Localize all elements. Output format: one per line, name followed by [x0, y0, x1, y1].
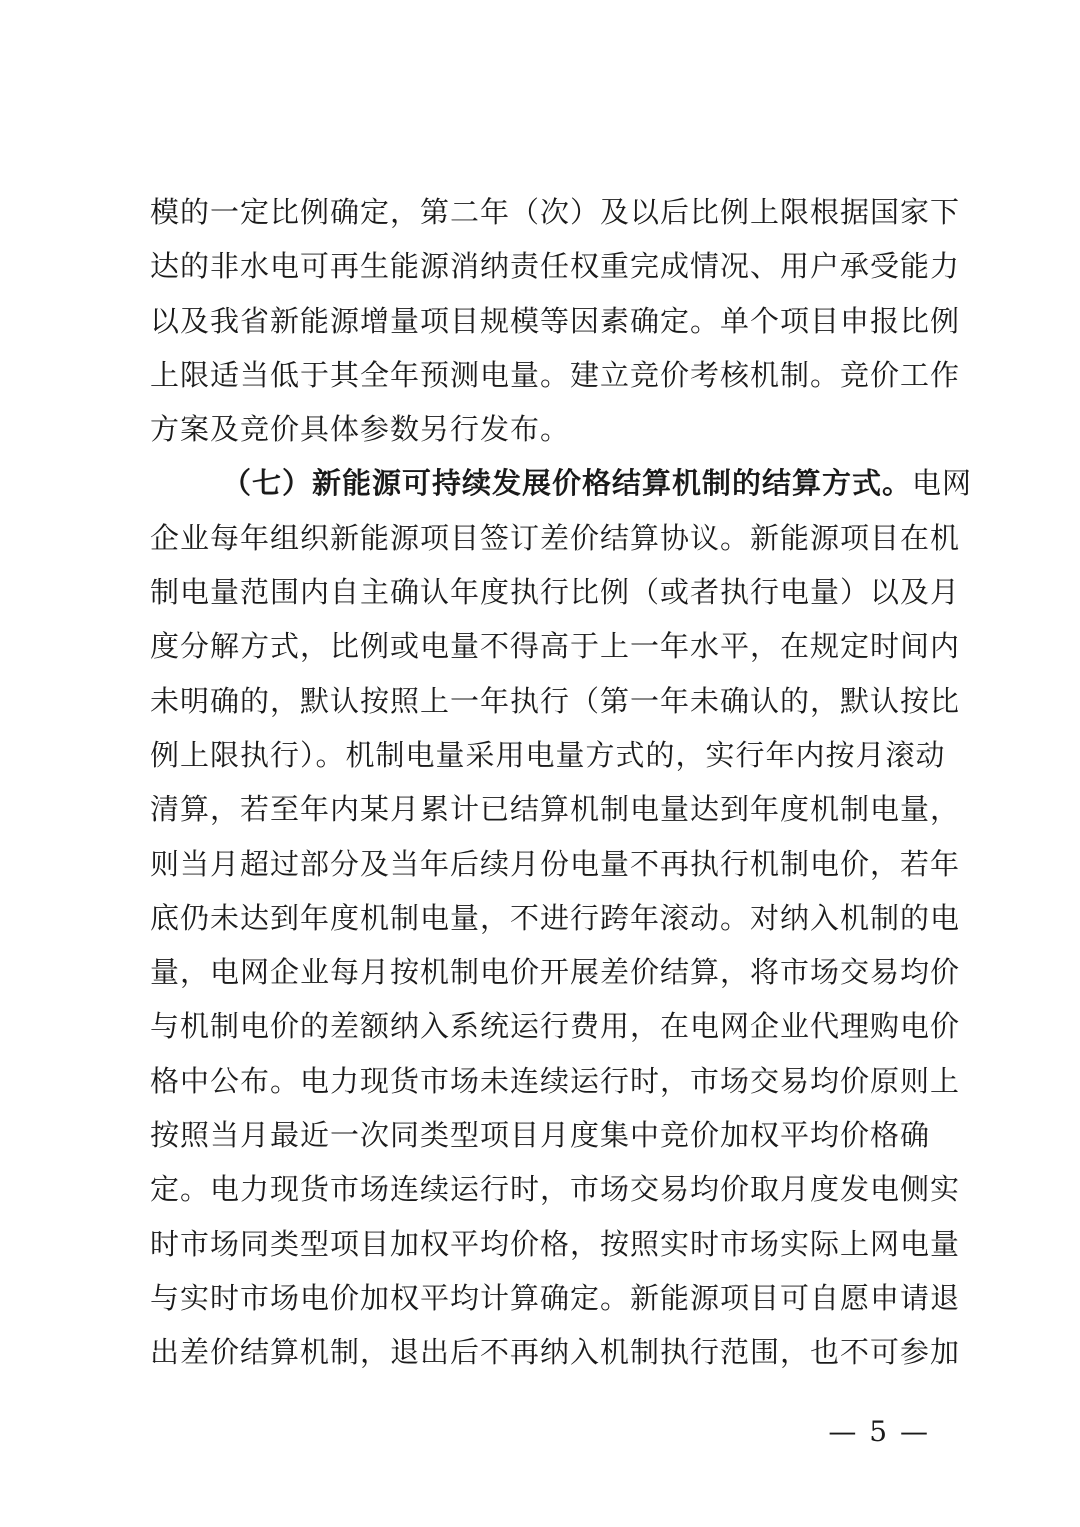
text-line: 格中公布。电力现货市场未连续运行时，市场交易均价原则上 [150, 1063, 961, 1098]
text-line: 时市场同类型项目加权平均价格，按照实时市场实际上网电量 [150, 1226, 961, 1261]
text-line: 上限适当低于其全年预测电量。建立竞价考核机制。竞价工作 [150, 357, 961, 392]
section-heading: （七）新能源可持续发展价格结算机制的结算方式。 [222, 466, 913, 501]
text-line: 模的一定比例确定，第二年（次）及以后比例上限根据国家下 [150, 195, 961, 229]
page-number: — 5 — [828, 1415, 930, 1448]
text-line: 与机制电价的差额纳入系统运行费用，在电网企业代理购电价 [150, 1009, 961, 1044]
text-line: 底仍未达到年度机制电量，不进行跨年滚动。对纳入机制的电 [150, 900, 961, 935]
text-line: 未明确的，默认按照上一年执行（第一年未确认的，默认按比 [150, 683, 961, 718]
text-line: 例上限执行）。机制电量采用电量方式的，实行年内按月滚动 [150, 737, 946, 772]
text-line: 清算，若至年内某月累计已结算机制电量达到年度机制电量， [150, 792, 961, 827]
text-line: 量，电网企业每月按机制电价开展差价结算，将市场交易均价 [150, 955, 961, 990]
text-line: 与实时市场电价加权平均计算确定。新能源项目可自愿申请退 [150, 1280, 961, 1315]
text-line: 企业每年组织新能源项目签订差价结算协议。新能源项目在机 [150, 520, 961, 555]
text-line: 达的非水电可再生能源消纳责任权重完成情况、用户承受能力 [150, 249, 961, 284]
text-line: 以及我省新能源增量项目规模等因素确定。单个项目申报比例 [150, 303, 961, 338]
text-line: 方案及竞价具体参数另行发布。 [150, 412, 571, 447]
text-line: 按照当月最近一次同类型项目月度集中竞价加权平均价格确 [150, 1118, 931, 1153]
text-line: 定。电力现货市场连续运行时，市场交易均价取月度发电侧实 [150, 1172, 961, 1207]
text-line: 则当月超过部分及当年后续月份电量不再执行机制电价，若年 [150, 846, 961, 881]
section-heading-line [150, 456, 973, 510]
text-line: 度分解方式，比例或电量不得高于上一年水平，在规定时间内 [150, 629, 961, 664]
body-text [150, 185, 973, 1380]
text-line: 出差价结算机制，退出后不再纳入机制执行范围，也不可参加 [150, 1335, 961, 1370]
section-heading-continuation: 电网 [912, 466, 973, 501]
text-line: 制电量范围内自主确认年度执行比例（或者执行电量）以及月 [150, 575, 961, 610]
